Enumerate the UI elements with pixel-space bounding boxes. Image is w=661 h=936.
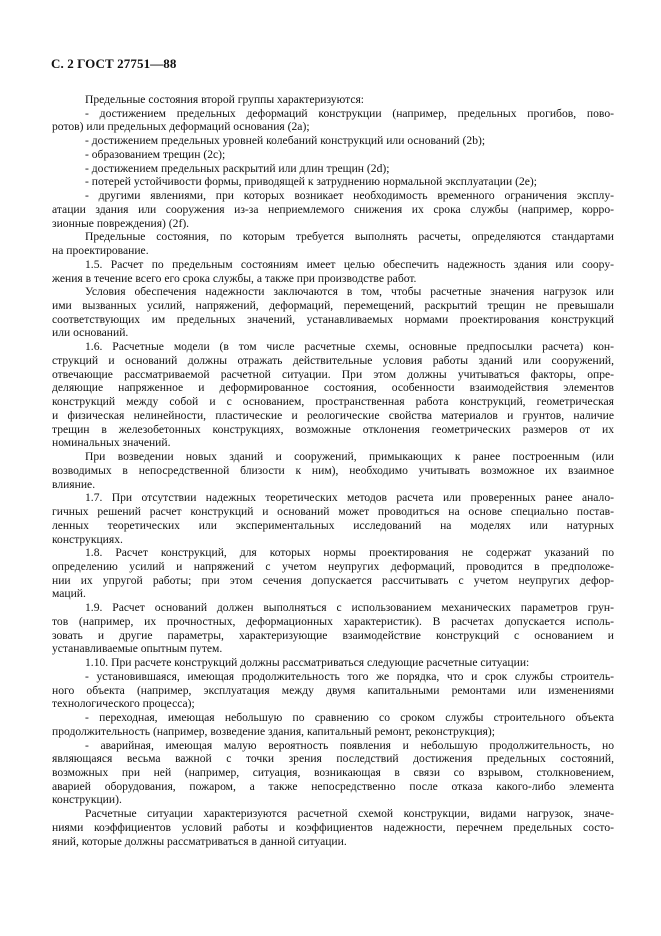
text-line: и физическая нелинейности, пластические и реологические свойства материалов и грунтов, наличие	[52, 408, 614, 422]
text-line: деляющие напряженное и деформированное состояния, особенности взаимодействия элементов	[52, 381, 614, 395]
text-line: конструкции).	[52, 793, 122, 807]
text-line: возможных при ней (например, ситуация, возникающая в связи со взрывом, столкновением,	[52, 765, 614, 779]
text-line: тов (например, их прочностных, деформационных характеристик). В расчетах допускается исполь-	[52, 614, 614, 628]
text-line: Предельные состояния второй группы характеризуются:	[85, 93, 365, 106]
paragraph	[52, 93, 614, 107]
text-line: яний, которые должны рассматриваться в данной ситуации.	[52, 834, 347, 848]
text-line: гичных решений расчет конструкций и оснований может проводиться на основе специально постав-	[52, 505, 614, 519]
text-line: ротов) или предельных деформаций основания (2а);	[52, 120, 310, 134]
text-line: струкций и оснований должны отражать действительные условия работы зданий или сооружений,	[52, 353, 614, 367]
text-line: конструкциях.	[52, 532, 123, 546]
text-line: зионные повреждения) (2f).	[52, 216, 190, 230]
text-line: - достижением предельных уровней колебаний конструкций или оснований (2b);	[85, 134, 486, 148]
text-line: номинальных значений.	[52, 436, 171, 450]
text-line: ного объекта (например, эксплуатация между двумя капитальными ремонтами или изменениями	[52, 683, 614, 697]
text-line: 1.7. При отсутствии надежных теоретических методов расчета или проверенных ранее анало-	[85, 491, 614, 505]
paragraph	[52, 450, 614, 491]
paragraph	[52, 107, 614, 134]
page-header: С. 2 ГОСТ 27751—88	[51, 56, 177, 71]
text-line: возводимых в непосредственной близости к ним), необходимо учитывать возможное их взаимное	[52, 463, 614, 477]
paragraph	[52, 711, 614, 738]
text-line: нии их упругой работы; при этом сечения допускается рассчитывать с учетом неупругих дефор-	[52, 573, 614, 587]
text-line: аварией оборудования, пожаром, а также непосредственно после отказа какого-либо элемента	[52, 779, 614, 793]
paragraph	[52, 546, 614, 601]
text-line: - установившаяся, имеющая продолжительность того же порядка, что и срок службы строитель-	[85, 669, 614, 683]
text-line: соответствующих им предельных значений, устанавливаемых нормами проектирования конструкций	[52, 312, 614, 326]
text-line: - переходная, имеющая небольшую по сравнению со сроком службы строительного объекта	[85, 711, 614, 725]
text-line: ленных теоретических или экспериментальных исследований на моделях или натурных	[52, 518, 614, 532]
paragraph	[52, 807, 614, 848]
paragraph	[52, 340, 614, 450]
text-line: 1.9. Расчет оснований должен выполняться с использованием механических параметров грун-	[85, 601, 614, 615]
text-line: или оснований.	[52, 326, 129, 340]
paragraph	[52, 258, 614, 285]
paragraph	[52, 134, 614, 148]
text-line: технологического процесса);	[52, 697, 195, 711]
text-line: При возведении новых зданий и сооружений, примыкающих к ранее построенным (или	[85, 450, 614, 464]
text-line: маций.	[52, 587, 86, 601]
paragraph	[52, 175, 614, 189]
text-line: - потерей устойчивости формы, приводящей к затруднению нормальной эксплуатации (2е);	[85, 175, 537, 189]
text-line: Условия обеспечения надежности заключаются в том, чтобы расчетные значения нагрузок или	[85, 285, 614, 299]
text-line: трещин в железобетонных конструкциях, возможные отклонения геометрических размеров от их	[52, 422, 614, 436]
text-line: 1.10. При расчете конструкций должны рассматриваться следующие расчетные ситуации:	[85, 656, 530, 670]
text-line: жения в течение всего его срока службы, а также при производстве работ.	[52, 271, 417, 285]
paragraph	[52, 230, 614, 257]
text-line: устанавливаемые опытным путем.	[52, 642, 223, 656]
text-line: - достижением предельных раскрытий или длин трещин (2d);	[85, 161, 390, 175]
text-line: Предельные состояния, по которым требуется выполнять расчеты, определяются стандартами	[85, 230, 614, 244]
text-line: отвечающие рассматриваемой расчетной ситуации. При этом должны учитываться факторы, опре-	[52, 367, 614, 381]
text-line: конструкций между собой и с основанием, пространственная работа конструкций, геометрическая	[52, 395, 614, 409]
paragraph	[52, 285, 614, 340]
text-line: зовать и другие параметры, характеризующие взаимодействие конструкций с основанием и	[52, 628, 614, 642]
text-line: атации здания или сооружения из-за неприемлемого снижения их срока службы (например, корро-	[52, 202, 614, 216]
paragraph	[52, 162, 614, 176]
text-line: ими вызванных усилий, напряжений, деформаций, перемещений, раскрытий трещин не превышали	[52, 299, 614, 313]
paragraph	[52, 670, 614, 711]
text-line: - достижением предельных деформаций конструкции (например, предельных прогибов, пово-	[85, 106, 614, 120]
paragraph	[52, 656, 614, 670]
paragraph	[52, 189, 614, 230]
text-line: продолжительность (например, возведение здания, капитальный ремонт, реконструкция);	[52, 724, 495, 738]
text-line: определению усилий и напряжений с учетом неупругих деформаций, проводится в предположе-	[52, 559, 614, 573]
paragraph	[52, 739, 614, 808]
text-line: 1.5. Расчет по предельным состояниям имеет целью обеспечить надежность здания или соору-	[85, 257, 614, 271]
text-line: - другими явлениями, при которых возникает необходимость временного ограничения эксплу-	[85, 189, 614, 203]
text-line: - образованием трещин (2с);	[85, 147, 226, 161]
paragraph	[52, 148, 614, 162]
paragraph	[52, 491, 614, 546]
paragraph	[52, 601, 614, 656]
text-line: на проектирование.	[52, 244, 149, 258]
text-line: влияние.	[52, 477, 96, 491]
text-line: ниями коэффициентов условий работы и коэффициентов надежности, перечнем предельных состо-	[52, 820, 614, 834]
text-line: Расчетные ситуации характеризуются расчетной схемой конструкции, видами нагрузок, значе-	[85, 807, 614, 821]
text-line: являющаяся весьма важной с точки зрения последствий достижения предельных состояний,	[52, 752, 614, 766]
document-body	[52, 93, 614, 848]
text-line: 1.8. Расчет конструкций, для которых нормы проектирования не содержат указаний по	[85, 546, 614, 560]
text-line: 1.6. Расчетные модели (в том числе расчетные схемы, основные предпосылки расчета) кон-	[85, 340, 614, 354]
text-line: - аварийная, имеющая малую вероятность появления и небольшую продолжительность, но	[85, 738, 614, 752]
